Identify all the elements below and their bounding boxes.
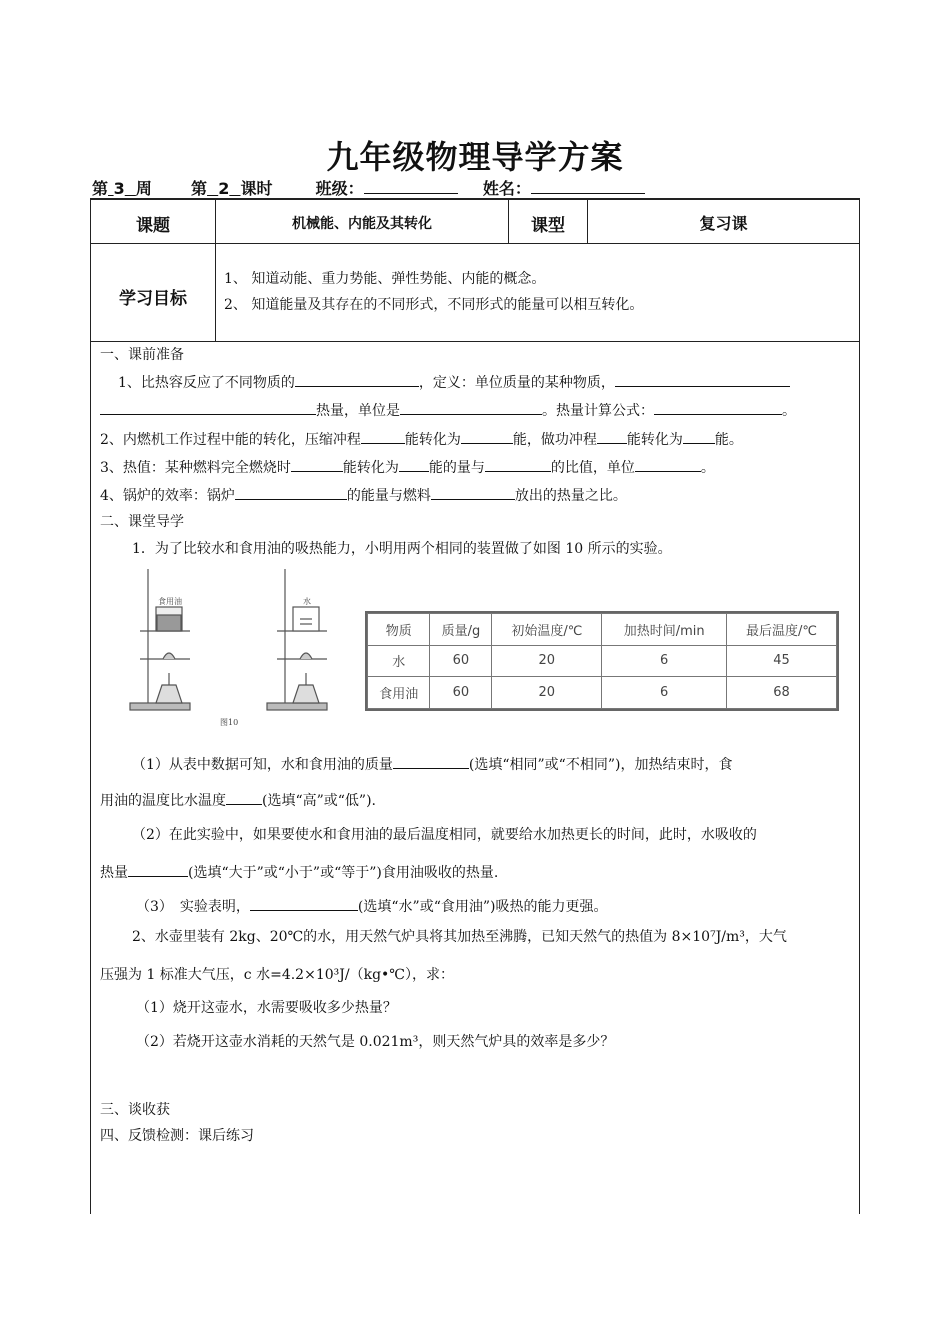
week-prefix: 第	[92, 179, 109, 198]
table-cell: 45	[727, 645, 837, 677]
table-cell: 20	[492, 645, 602, 677]
label-oil: 食用油	[158, 597, 182, 606]
lesson-suffix: 课时	[240, 179, 273, 198]
type-label: 课型	[531, 216, 565, 236]
col-header: 质量/g	[430, 614, 492, 646]
table-cell: 68	[727, 677, 837, 709]
table-cell: 水	[368, 645, 430, 677]
table-border-top	[90, 198, 860, 200]
section4-heading: 四、反馈检测：课后练习	[100, 1128, 254, 1144]
table-cell: 20	[492, 677, 602, 709]
problem2-line2: 压强为 1 标准大气压，c 水=4.2×10³J/（kg•℃），求：	[100, 967, 454, 983]
q3-line: 3、热值：某种燃料完全燃烧时 能转化为 能的量与 的比值，单位 。	[100, 460, 715, 476]
section1-heading: 一、课前准备	[100, 347, 184, 363]
table-cell: 60	[430, 677, 492, 709]
col-header: 最后温度/℃	[727, 614, 837, 646]
table-header-row	[368, 614, 837, 646]
lesson-prefix: 第	[191, 179, 208, 198]
p1-q1-line1: （1）从表中数据可知，水和食用油的质量 (选填“相同”或“不相同”)，加热结束时，食	[132, 757, 733, 773]
col-header: 物质	[368, 614, 430, 646]
goal-1: 1、 知道动能、重力势能、弹性势能、内能的概念。	[224, 271, 546, 287]
figure-caption: 图10	[220, 718, 239, 727]
class-label: 班级：	[315, 179, 364, 198]
problem2-q2: （2）若烧开这壶水消耗的天然气是 0.021m³，则天然气炉具的效率是多少？	[136, 1034, 615, 1050]
table-row	[368, 677, 837, 709]
p1-q1-line2: 用油的温度比水温度 (选填“高”或“低”).	[100, 793, 377, 809]
name-label: 姓名：	[482, 179, 531, 198]
q4-line: 4、锅炉的效率：锅炉 的能量与燃料 放出的热量之比。	[100, 488, 627, 504]
name-field[interactable]	[531, 179, 645, 194]
section2-heading: 二、课堂导学	[100, 514, 184, 530]
q1-line1: 1、比热容反应了不同物质的 ，定义：单位质量的某种物质，	[118, 374, 790, 390]
experiment-figure	[120, 563, 350, 733]
table-row-divider-1	[90, 243, 860, 244]
label-water: 水	[303, 597, 311, 606]
page-title: 九年级物理导学方案	[326, 138, 624, 176]
type-value: 复习课	[699, 214, 748, 233]
table-row	[368, 645, 837, 677]
table-cell: 6	[602, 645, 727, 677]
week-value: 3	[113, 179, 125, 198]
class-field[interactable]	[364, 179, 458, 194]
problem2-q1: （1）烧开这壶水，水需要吸收多少热量？	[136, 1000, 397, 1016]
p1-q2-line2: 热量 (选填“大于”或“小于”或“等于”)食用油吸收的热量.	[100, 865, 499, 881]
goal-2: 2、 知道能量及其存在的不同形式，不同形式的能量可以相互转化。	[224, 297, 644, 313]
table-border-right	[859, 198, 860, 1214]
table-cell: 食用油	[368, 677, 430, 709]
info-line	[92, 176, 645, 199]
topic-label: 课题	[136, 216, 170, 236]
table-border-left	[90, 198, 91, 1214]
problem2-line1: 2、水壶里装有 2kg、20℃的水，用天然气炉具将其加热至沸腾，已知天然气的热值为 8×10⁷J/m³，大气	[132, 929, 787, 945]
p1-q2-line1: （2）在此实验中，如果要使水和食用油的最后温度相同，就要给水加热更长的时间，此时，水吸收的	[132, 827, 757, 843]
q1-line2: 热量，单位是 。热量计算公式： 。	[100, 402, 796, 418]
table-cell: 6	[602, 677, 727, 709]
table-cell: 60	[430, 645, 492, 677]
p1-q3-line: （3） 实验表明， (选填“水”或“食用油”)吸热的能力更强。	[136, 899, 608, 915]
topic-value: 机械能、内能及其转化	[292, 216, 432, 232]
week-suffix: 周	[135, 179, 152, 198]
lesson-value: 2	[218, 179, 230, 198]
col-header: 加热时间/min	[602, 614, 727, 646]
experiment-data-table	[365, 611, 839, 711]
q2-line: 2、内燃机工作过程中能的转化，压缩冲程 能转化为 能，做功冲程 能转化为 能。	[100, 432, 743, 448]
goals-label: 学习目标	[119, 289, 187, 309]
table-row-divider-2	[90, 341, 860, 342]
col-header: 初始温度/℃	[492, 614, 602, 646]
section3-heading: 三、谈收获	[100, 1102, 170, 1118]
problem1-intro: 1．为了比较水和食用油的吸热能力，小明用两个相同的装置做了如图 10 所示的实验。	[132, 541, 672, 557]
